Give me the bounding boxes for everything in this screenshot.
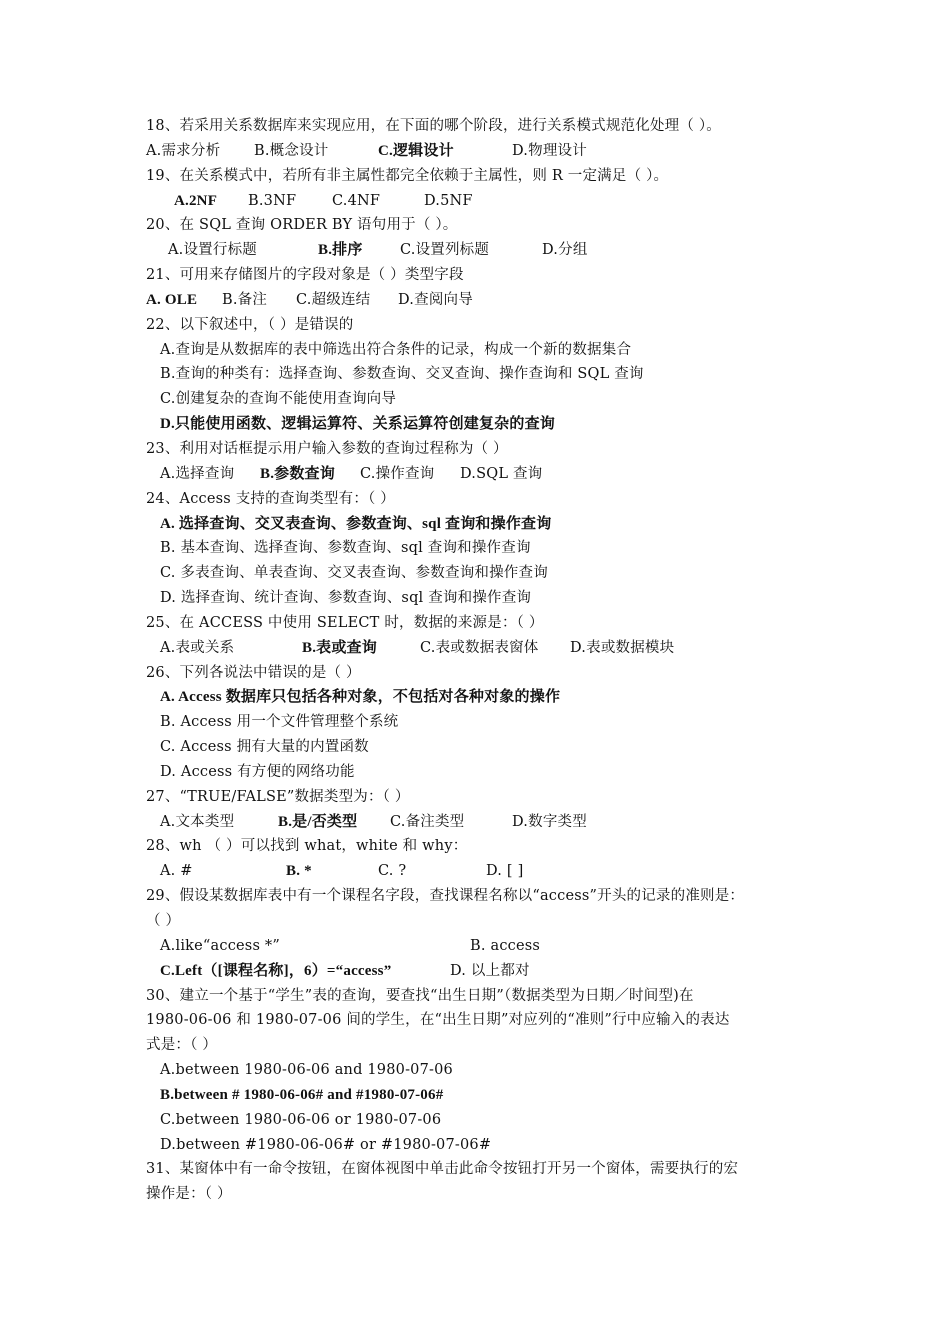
question-21-stem: 21、可用来存储图片的字段对象是（ ）类型字段 <box>146 267 464 284</box>
option-c: C.4NF <box>332 192 381 209</box>
question-19-stem: 19、在关系模式中，若所有非主属性都完全依赖于主属性，则 R 一定满足（ ）。 <box>146 167 669 184</box>
option-b: B.排序 <box>318 242 363 259</box>
question-18-stem: 18、若采用关系数据库来实现应用，在下面的哪个阶段，进行关系模式规范化处理（ ）。 <box>146 118 722 134</box>
option-d: D.5NF <box>424 192 473 209</box>
question-30-option-d: D.between #1980-06-06# or #1980-07-06# <box>160 1136 492 1153</box>
option-d: D.数字类型 <box>512 813 587 830</box>
option-b: B.3NF <box>248 192 297 209</box>
question-20-stem: 20、在 SQL 查询 ORDER BY 语句用于（ ）。 <box>146 217 458 234</box>
question-27-options <box>146 810 826 835</box>
option-d: D. 以上都对 <box>450 962 530 979</box>
question-22-option-d: D.只能使用函数、逻辑运算符、关系运算符创建复杂的查询 <box>160 416 555 433</box>
question-22-stem: 22、以下叙述中，（ ）是错误的 <box>146 316 354 333</box>
question-24-option-b: B. 基本查询、选择查询、参数查询、sql 查询和操作查询 <box>160 540 531 557</box>
option-a: A.设置行标题 <box>168 242 257 259</box>
question-24-stem: 24、Access 支持的查询类型有：（ ） <box>146 490 395 507</box>
question-22-option-b: B.查询的种类有：选择查询、参数查询、交叉查询、操作查询和 SQL 查询 <box>160 366 644 383</box>
option-c: C.表或数据表窗体 <box>420 639 539 656</box>
option-a: A.2NF <box>174 192 218 209</box>
question-30-option-a: A.between 1980-06-06 and 1980-07-06 <box>160 1062 453 1079</box>
option-b: B.备注 <box>222 291 268 308</box>
option-b: B. * <box>286 863 312 880</box>
option-c: C.设置列标题 <box>400 242 490 259</box>
question-29-options-row2 <box>146 959 826 984</box>
question-20-options <box>146 238 826 263</box>
question-31-stem: 31、某窗体中有一命令按钮，在窗体视图中单击此命令按钮打开另一个窗体，需要执行的宏 <box>146 1161 739 1178</box>
question-24-option-c: C. 多表查询、单表查询、交叉表查询、参数查询和操作查询 <box>160 565 548 582</box>
question-30-option-c: C.between 1980-06-06 or 1980-07-06 <box>160 1111 442 1128</box>
question-26-option-b: B. Access 用一个文件管理整个系统 <box>160 714 399 731</box>
option-b: B.是/否类型 <box>278 813 358 830</box>
option-a: A.like“access *” <box>160 937 280 954</box>
question-29-options-row1 <box>146 934 826 959</box>
option-c: C.操作查询 <box>360 465 435 482</box>
question-23-stem: 23、利用对话框提示用户输入参数的查询过程称为（ ） <box>146 440 508 457</box>
question-27-stem: 27、“TRUE/FALSE”数据类型为：（ ） <box>146 788 410 805</box>
question-31-stem-cont: 操作是：（ ） <box>146 1186 232 1203</box>
question-29-stem: 29、假设某数据库表中有一个课程名字段，查找课程名称以“access”开头的记录的准则是： <box>146 888 745 905</box>
option-b: B.表或查询 <box>302 639 377 656</box>
question-26-option-a: A. Access 数据库只包括各种对象，不包括对各种对象的操作 <box>160 689 561 706</box>
option-a: A.文本类型 <box>160 813 235 830</box>
option-d: D.查阅向导 <box>398 291 473 308</box>
option-c: C.备注类型 <box>390 813 465 830</box>
option-a: A.选择查询 <box>160 465 235 482</box>
question-29-stem-cont: （ ） <box>146 913 181 929</box>
question-19-options <box>146 189 826 214</box>
question-24-option-d: D. 选择查询、统计查询、参数查询、sql 查询和操作查询 <box>160 590 532 607</box>
question-24-option-a: A. 选择查询、交叉表查询、参数查询、sql 查询和操作查询 <box>160 515 552 532</box>
question-18-options <box>146 139 826 164</box>
question-30-stem-cont2: 式是：（ ） <box>146 1037 218 1054</box>
option-d: D. [ ] <box>486 863 524 880</box>
option-c: C.超级连结 <box>296 291 371 308</box>
question-28-stem: 28、wh （ ）可以找到 what，white 和 why： <box>146 838 468 855</box>
question-21-options <box>146 288 826 313</box>
option-a: A.表或关系 <box>160 639 235 656</box>
question-30-stem: 30、建立一个基于“学生”表的查询，要查找“出生日期”（数据类型为日期／时间型)在 <box>146 987 694 1004</box>
question-26-option-c: C. Access 拥有大量的内置函数 <box>160 739 369 756</box>
question-22-option-c: C.创建复杂的查询不能使用查询向导 <box>160 391 397 408</box>
option-a: A. OLE <box>146 291 198 308</box>
option-b: B.参数查询 <box>260 465 335 482</box>
option-c: C.逻辑设计 <box>378 142 454 159</box>
question-26-option-d: D. Access 有方便的网络功能 <box>160 763 355 780</box>
option-c: C. ? <box>378 863 407 880</box>
question-25-options <box>146 636 826 661</box>
question-22-option-a: A.查询是从数据库的表中筛选出符合条件的记录，构成一个新的数据集合 <box>160 341 632 358</box>
question-list <box>146 114 826 1207</box>
question-30-option-b: B.between # 1980-06-06# and #1980-07-06# <box>160 1086 444 1103</box>
option-d: D.物理设计 <box>512 142 587 159</box>
question-30-stem-cont1: 1980-06-06 和 1980-07-06 间的学生，在“出生日期”对应列的“准则”行中应输入的表达 <box>146 1012 730 1029</box>
option-c: C.Left（[课程名称]，6）=“access” <box>160 962 392 979</box>
option-a: A.需求分析 <box>146 142 221 159</box>
option-d: D.SQL 查询 <box>460 465 543 482</box>
option-b: B. access <box>470 937 541 954</box>
option-a: A. # <box>160 863 193 880</box>
option-b: B.概念设计 <box>254 142 329 159</box>
option-d: D.分组 <box>542 242 588 259</box>
question-23-options <box>146 462 826 487</box>
question-26-stem: 26、下列各说法中错误的是（ ） <box>146 664 361 681</box>
question-28-options <box>146 859 826 884</box>
question-25-stem: 25、在 ACCESS 中使用 SELECT 时，数据的来源是：（ ） <box>146 614 544 631</box>
option-d: D.表或数据模块 <box>570 639 675 656</box>
